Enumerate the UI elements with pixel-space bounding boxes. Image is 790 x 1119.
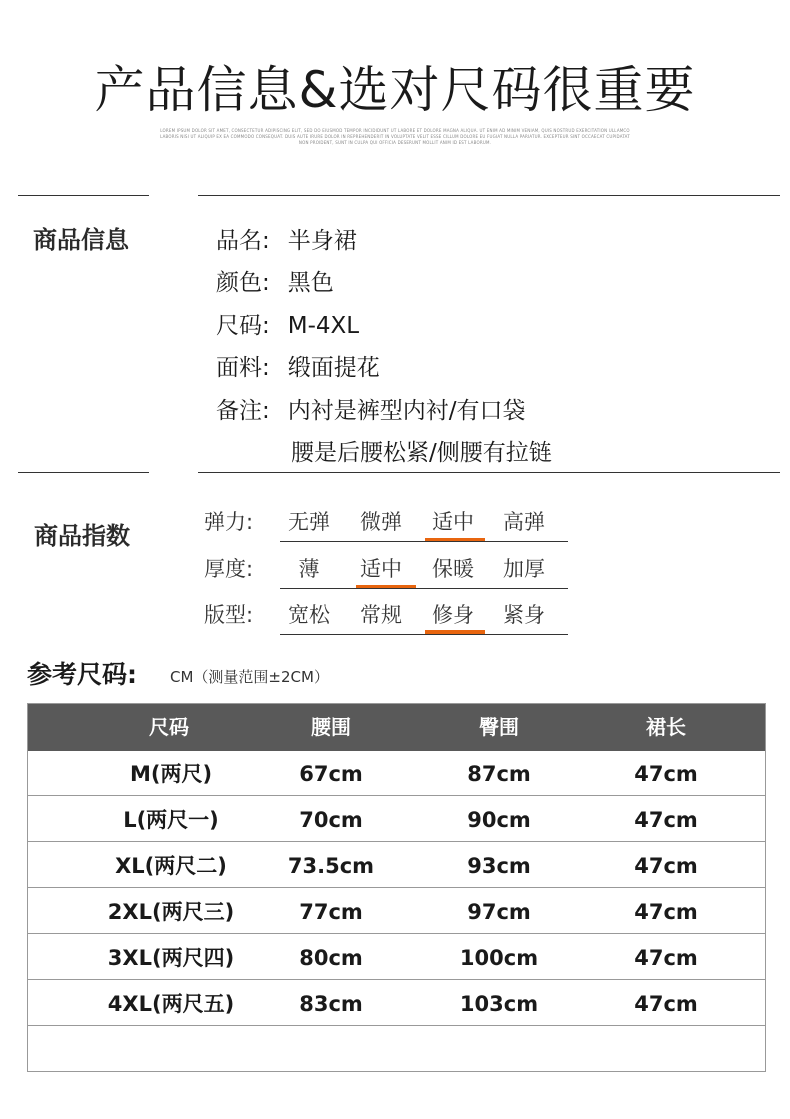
- info-value: 内衬是裤型内衬/有口袋: [287, 398, 526, 424]
- info-row-fabric: [216, 349, 380, 382]
- info-value: 黑色: [287, 270, 334, 296]
- divider-right-mid: [198, 472, 780, 473]
- table-row-empty: [28, 1027, 765, 1072]
- index-option: 加厚: [503, 557, 545, 581]
- table-cell-waist: 77cm: [299, 900, 363, 924]
- index-option-selected: 适中: [360, 557, 402, 581]
- table-row: [28, 751, 765, 796]
- page-title: 产品信息&选对尺码很重要: [94, 61, 696, 119]
- table-cell-length: 47cm: [634, 808, 698, 832]
- reference-size-note: CM（测量范围±2CM）: [170, 668, 329, 686]
- table-cell-hip: 93cm: [467, 854, 531, 878]
- info-key: 颜色:: [216, 270, 270, 296]
- index-key-fit: 版型:: [204, 603, 254, 627]
- decorative-fine-print: LOREM IPSUM DOLOR SIT AMET, CONSECTETUR ADIPISCING ELIT, SED DO EIUSMOD TEMPOR INCIDIDUNT UT LABORE ET DOLORE MAGNA ALIQUA. UT ENIM AD MINIM VENIAM, QUIS NOSTRUD EXERCITATION ULLAMCO LABORIS NISI UT ALIQUIP EX EA COMMODO CONSEQUAT. DUIS AUTE IRURE DOLOR IN REPREHENDERIT IN VOLUPTATE VELIT ESSE CILLUM DOLORE EU FUGIAT NULLA PARIATUR. EXCEPTEUR SINT OCCAECAT CUPIDATAT NON PROIDENT, SUNT IN CULPA QUI OFFICIA DESERUNT MOLLIT ANIM ID EST LABORUM.: [160, 128, 630, 145]
- table-cell-length: 47cm: [634, 946, 698, 970]
- column-header-length: 裙长: [646, 715, 686, 739]
- table-cell-waist: 67cm: [299, 762, 363, 786]
- table-cell-length: 47cm: [634, 900, 698, 924]
- table-row: [28, 935, 765, 980]
- index-option: 高弹: [503, 510, 545, 534]
- index-key-elasticity: 弹力:: [204, 510, 254, 534]
- index-option: 宽松: [288, 603, 330, 627]
- table-cell-waist: 73.5cm: [287, 854, 375, 878]
- info-key: 尺码:: [216, 313, 270, 339]
- section-label-product-index: 商品指数: [34, 522, 130, 550]
- index-option: 紧身: [503, 603, 545, 627]
- info-key: 面料:: [216, 355, 270, 381]
- table-cell-hip: 87cm: [467, 762, 531, 786]
- column-header-size: 尺码: [149, 715, 189, 739]
- index-option: 常规: [360, 603, 402, 627]
- info-value: 缎面提花: [287, 355, 380, 381]
- table-row: [28, 889, 765, 934]
- table-cell-length: 47cm: [634, 854, 698, 878]
- info-row-size: [216, 307, 359, 340]
- info-row-name: [216, 222, 357, 255]
- divider-left-top: [18, 195, 149, 196]
- table-cell-size: M(两尺): [129, 762, 213, 786]
- divider-right-top: [198, 195, 780, 196]
- info-value: 半身裙: [287, 228, 357, 254]
- table-cell-length: 47cm: [634, 762, 698, 786]
- index-option-selected: 修身: [432, 603, 474, 627]
- table-row: [28, 843, 765, 888]
- reference-size-title: 参考尺码:: [27, 660, 137, 689]
- table-row: [28, 981, 765, 1026]
- table-cell-size: 3XL(两尺四): [107, 946, 235, 970]
- table-cell-size: 4XL(两尺五): [107, 992, 235, 1016]
- info-key: 品名:: [216, 228, 270, 254]
- index-option: 薄: [298, 557, 320, 581]
- table-cell-waist: 70cm: [299, 808, 363, 832]
- index-row-line: [280, 588, 568, 589]
- size-table-header: [28, 704, 765, 751]
- index-option: 微弹: [360, 510, 402, 534]
- index-option: 无弹: [288, 510, 330, 534]
- table-cell-size: XL(两尺二): [115, 854, 227, 878]
- table-row: [28, 797, 765, 842]
- info-row-notes: [216, 392, 526, 425]
- index-option-selected: 适中: [432, 510, 474, 534]
- table-cell-hip: 100cm: [459, 946, 539, 970]
- index-row-line: [280, 541, 568, 542]
- section-label-product-info: 商品信息: [33, 226, 129, 254]
- table-cell-waist: 83cm: [299, 992, 363, 1016]
- index-option: 保暖: [432, 557, 474, 581]
- table-cell-hip: 103cm: [459, 992, 539, 1016]
- info-key: 备注:: [216, 398, 270, 424]
- index-row-line: [280, 634, 568, 635]
- column-header-hip: 臀围: [479, 715, 519, 739]
- table-cell-hip: 97cm: [467, 900, 531, 924]
- info-row-color: [216, 264, 334, 297]
- table-cell-waist: 80cm: [299, 946, 363, 970]
- size-table: [27, 703, 766, 1072]
- table-cell-size: 2XL(两尺三): [107, 900, 235, 924]
- table-cell-hip: 90cm: [467, 808, 531, 832]
- info-notes-continuation: 腰是后腰松紧/侧腰有拉链: [291, 440, 552, 466]
- info-value: M-4XL: [287, 313, 360, 339]
- column-header-waist: 腰围: [311, 715, 351, 739]
- table-cell-size: L(两尺一): [123, 808, 219, 832]
- divider-left-mid: [18, 472, 149, 473]
- table-cell-length: 47cm: [634, 992, 698, 1016]
- index-key-thickness: 厚度:: [204, 557, 254, 581]
